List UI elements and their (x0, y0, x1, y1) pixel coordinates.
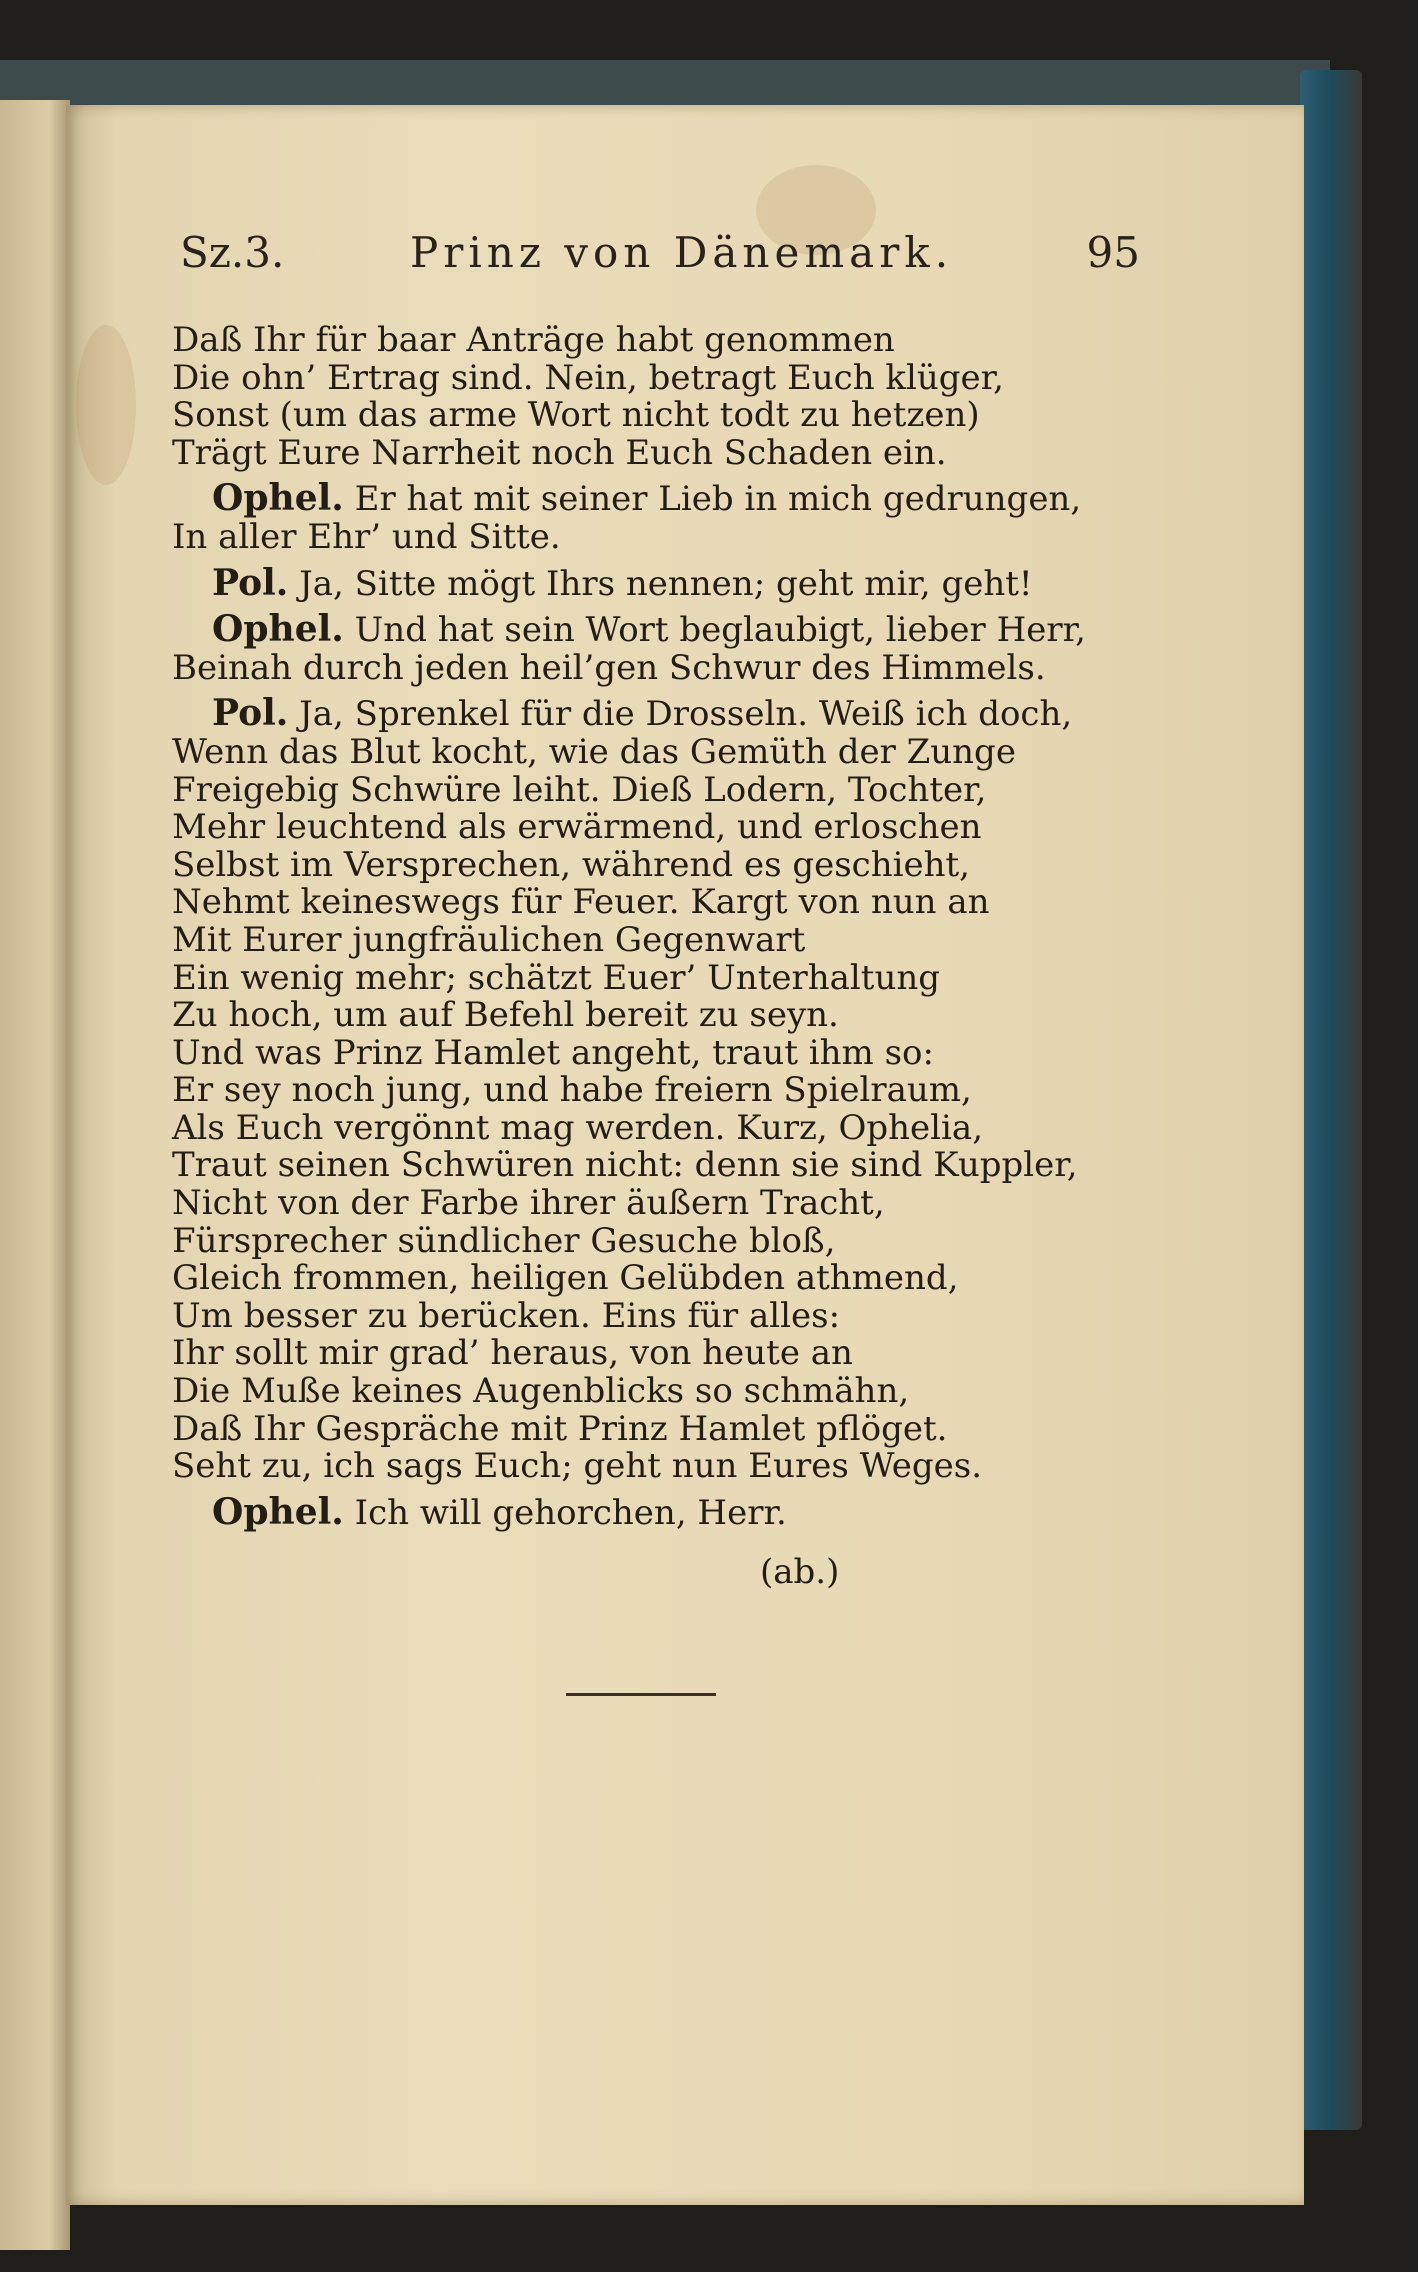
verse-line (172, 731, 1172, 772)
line-text: Er sey noch jung, und habe freiern Spielraum, (172, 1070, 972, 1111)
line-text: Fürsprecher sündlicher Gesuche bloß, (172, 1220, 836, 1261)
scene-number: Sz.3. (180, 228, 285, 277)
page-number: 95 (1086, 228, 1140, 277)
verse-line (172, 477, 1172, 520)
verse-line (172, 397, 1172, 435)
line-text: Nehmt keineswegs für Feuer. Kargt von nun an (172, 882, 990, 923)
line-text: Und was Prinz Hamlet angeht, traut ihm so: (172, 1032, 934, 1073)
verse-line (172, 919, 1172, 960)
verse-line (172, 884, 1172, 922)
line-text: Freigebig Schwüre leiht. Dieß Lodern, Tochter, (172, 769, 987, 810)
line-text: Sonst (um das arme Wort nicht todt zu hetzen) (172, 395, 980, 436)
book-cover-edge (1300, 70, 1362, 2130)
verse-line (172, 608, 1172, 651)
running-title: Prinz von Dänemark. (410, 228, 954, 277)
line-text: Die ohn’ Ertrag sind. Nein, betragt Euch klüger, (172, 357, 1004, 398)
paper-stain (76, 325, 136, 485)
line-text: Beinah durch jeden heil’gen Schwur des Himmels. (172, 647, 1046, 688)
verse-line (172, 1147, 1172, 1185)
verse-line (172, 561, 1172, 604)
line-text: Um besser zu berücken. Eins für alles: (172, 1295, 841, 1336)
verse-line (172, 516, 1172, 557)
running-header (180, 228, 1140, 288)
line-text: Selbst im Versprechen, während es geschieht, (172, 844, 970, 885)
speaker-name: Ophel. (212, 608, 344, 651)
verse-line (172, 322, 1172, 360)
line-text: Er hat mit seiner Lieb in mich gedrungen, (354, 479, 1082, 520)
facing-page-edge (0, 100, 70, 2250)
verse-line (172, 1072, 1172, 1110)
line-text: Ich will gehorchen, Herr. (354, 1492, 787, 1533)
verse-line (172, 809, 1172, 847)
verse-line (172, 769, 1172, 810)
line-text: In aller Ehr’ und Sitte. (172, 516, 561, 557)
verse-line (172, 692, 1172, 735)
line-text: Und hat sein Wort beglaubigt, lieber Herr, (354, 610, 1086, 651)
verse-line (172, 357, 1172, 398)
line-text: Ja, Sprenkel für die Drosseln. Weiß ich doch, (299, 694, 1073, 735)
verse-line (172, 1107, 1172, 1148)
verse-line (172, 647, 1172, 688)
line-text: Trägt Eure Narrheit noch Euch Schaden ein. (172, 432, 947, 473)
verse-line (172, 1295, 1172, 1336)
line-text: Ja, Sitte mögt Ihrs nennen; geht mir, geht! (299, 563, 1033, 604)
line-text: Mit Eurer jungfräulichen Gegenwart (172, 919, 806, 960)
verse-line (172, 1260, 1172, 1298)
verse-line (172, 1185, 1172, 1223)
line-text: Daß Ihr für baar Anträge habt genommen (172, 320, 895, 360)
verse-line (172, 1335, 1172, 1373)
line-text: Mehr leuchtend als erwärmend, und erloschen (172, 807, 982, 848)
verse-line (172, 957, 1172, 998)
line-text: Die Muße keines Augenblicks so schmähn, (172, 1371, 910, 1412)
line-text: Traut seinen Schwüren nicht: denn sie sind Kuppler, (172, 1145, 1078, 1186)
stage-direction: (ab.) (760, 1552, 840, 1592)
line-text: Gleich frommen, heiligen Gelübden athmend, (172, 1258, 959, 1299)
line-text: Seht zu, ich sags Euch; geht nun Eures Weges. (172, 1446, 983, 1487)
verse-line (172, 1448, 1172, 1486)
speaker-name: Ophel. (212, 1490, 344, 1533)
line-text: Ihr sollt mir grad’ heraus, von heute an (172, 1333, 853, 1374)
verse-line (172, 997, 1172, 1035)
verse-line (172, 844, 1172, 885)
line-text: Nicht von der Farbe ihrer äußern Tracht, (172, 1183, 885, 1224)
line-text: Wenn das Blut kocht, wie das Gemüth der Zunge (172, 731, 1016, 772)
verse-line (172, 1032, 1172, 1073)
line-text: Daß Ihr Gespräche mit Prinz Hamlet pflöget. (172, 1408, 948, 1449)
speaker-name: Pol. (212, 561, 289, 604)
line-text: Ein wenig mehr; schätzt Euer’ Unterhaltung (172, 957, 941, 998)
verse-line (172, 432, 1172, 473)
line-text: Zu hoch, um auf Befehl bereit zu seyn. (172, 995, 839, 1036)
line-text: Als Euch vergönnt mag werden. Kurz, Ophelia, (172, 1107, 984, 1148)
verse-text (172, 322, 1172, 1532)
end-rule (566, 1693, 716, 1696)
verse-line (172, 1220, 1172, 1261)
verse-line (172, 1408, 1172, 1449)
speaker-name: Ophel. (212, 477, 344, 520)
book-cover-top (0, 60, 1330, 110)
speaker-name: Pol. (212, 692, 289, 735)
verse-line (172, 1373, 1172, 1411)
verse-line (172, 1490, 1172, 1533)
